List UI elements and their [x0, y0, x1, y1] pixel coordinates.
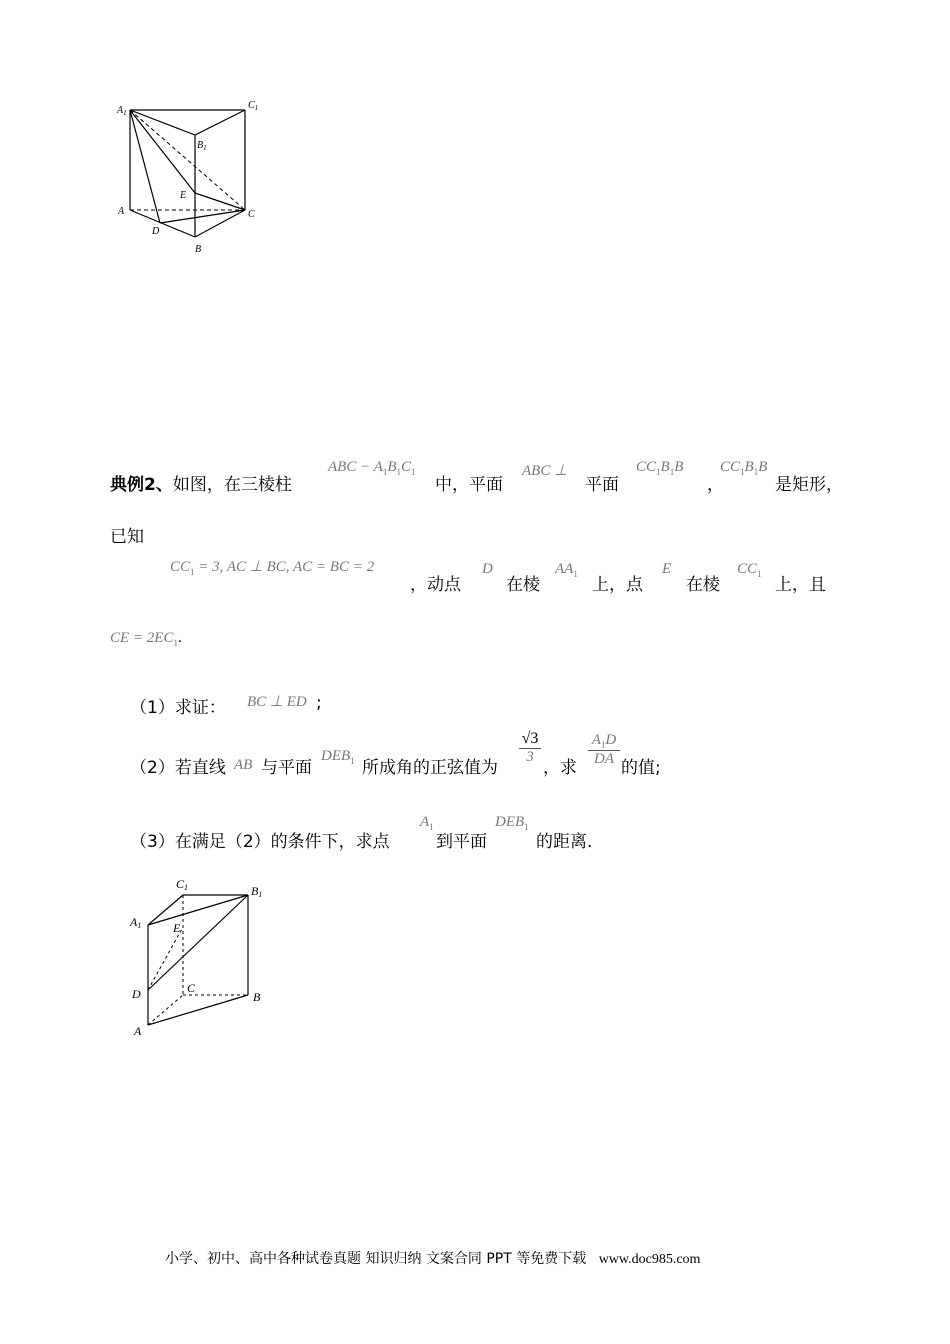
q2-mid: 与平面 [261, 758, 312, 778]
footer-url[interactable]: www.doc985.com [598, 1252, 701, 1267]
edge-aa1: $AA_1$ [555, 561, 578, 579]
q2-plane: $DEB_1$ [321, 748, 355, 766]
q1-math: BC ⊥ ED [247, 694, 307, 710]
label-c1: $C_1$ [248, 100, 259, 112]
rect-suffix: 是矩形， [775, 475, 843, 495]
q3-point: $A_1$ [420, 814, 434, 832]
intro-text: 如图，在三棱柱 [172, 475, 292, 495]
point-e: E [662, 561, 672, 577]
label2-c1: C1 [176, 877, 189, 892]
example-line-2: 已知 [110, 527, 144, 547]
on-edge-1: 在棱 [506, 575, 540, 595]
label2-a: A [134, 1024, 142, 1038]
footer [165, 1248, 700, 1268]
and-text: 上，且 [775, 575, 826, 595]
q3-plane: $DEB_1$ [495, 814, 529, 832]
q2-angle: 所成角的正弦值为 [362, 758, 498, 778]
sine-numerator: √3 [519, 730, 541, 749]
above-point: 上，点 [592, 575, 643, 595]
figure-2-prism [120, 870, 290, 1045]
conditions: $CC_1 = 3$, AC ⊥ BC, AC = BC = 2 [170, 559, 375, 577]
on-edge-2: 在棱 [686, 575, 720, 595]
label-c: C [248, 209, 255, 220]
label2-e: E [173, 921, 181, 935]
label-e: E [180, 190, 187, 201]
label2-c: C [187, 981, 196, 995]
prism-name: ABC − $A_1B_1C_1$ [328, 459, 416, 477]
q3-mid: 到平面 [436, 832, 487, 852]
text-mid-1: 中，平面 [435, 475, 503, 495]
label2-b: B [253, 990, 261, 1004]
example-line-1 [110, 470, 292, 495]
label-d: D [152, 226, 160, 237]
example-heading: 典例2、 [110, 475, 173, 495]
sine-denominator: 3 [526, 749, 534, 765]
ce-relation: CE = $2EC_1$. [110, 630, 182, 648]
point-d: D [482, 561, 493, 577]
q1-prefix: （1）求证： [130, 698, 226, 718]
label-b1: $B_1$ [197, 140, 207, 152]
label-a1: $A_1$ [117, 105, 127, 117]
q2-prefix: （2）若直线 [130, 758, 226, 778]
plane-cc1b1b-2: $CC_1B_1B$ [720, 459, 768, 477]
plane-cc1b1b-1: $CC_1B_1B$ [636, 459, 684, 477]
q1-end: ; [316, 693, 322, 713]
comma-1: ， [707, 475, 724, 495]
label-a: A [118, 206, 125, 217]
sine-fraction [519, 730, 541, 766]
ratio-fraction [588, 732, 620, 768]
q3-end: 的距离. [536, 832, 593, 852]
edge-cc1: $CC_1$ [737, 561, 762, 579]
text-mid-2: 平面 [585, 475, 619, 495]
q3-prefix: （3）在满足（2）的条件下，求点 [130, 832, 390, 852]
figure-1-prism [100, 90, 290, 265]
plane-abc: ABC ⊥ [522, 463, 568, 479]
moving-point: ，动点 [410, 575, 461, 595]
label-b: B [195, 244, 202, 255]
ratio-denominator: DA [594, 751, 614, 767]
footer-text: 小学、初中、高中各种试卷真题 知识归纳 文案合同 PPT 等免费下载 [165, 1251, 587, 1267]
label2-b1: B1 [251, 884, 263, 899]
label2-a1: A1 [130, 915, 142, 930]
q2-end: 的值; [621, 758, 661, 778]
ratio-numerator: $A_1D$ [588, 732, 620, 751]
label2-d: D [132, 987, 141, 1001]
q2-ab: AB [234, 757, 253, 773]
q2-ask: ，求 [543, 758, 577, 778]
